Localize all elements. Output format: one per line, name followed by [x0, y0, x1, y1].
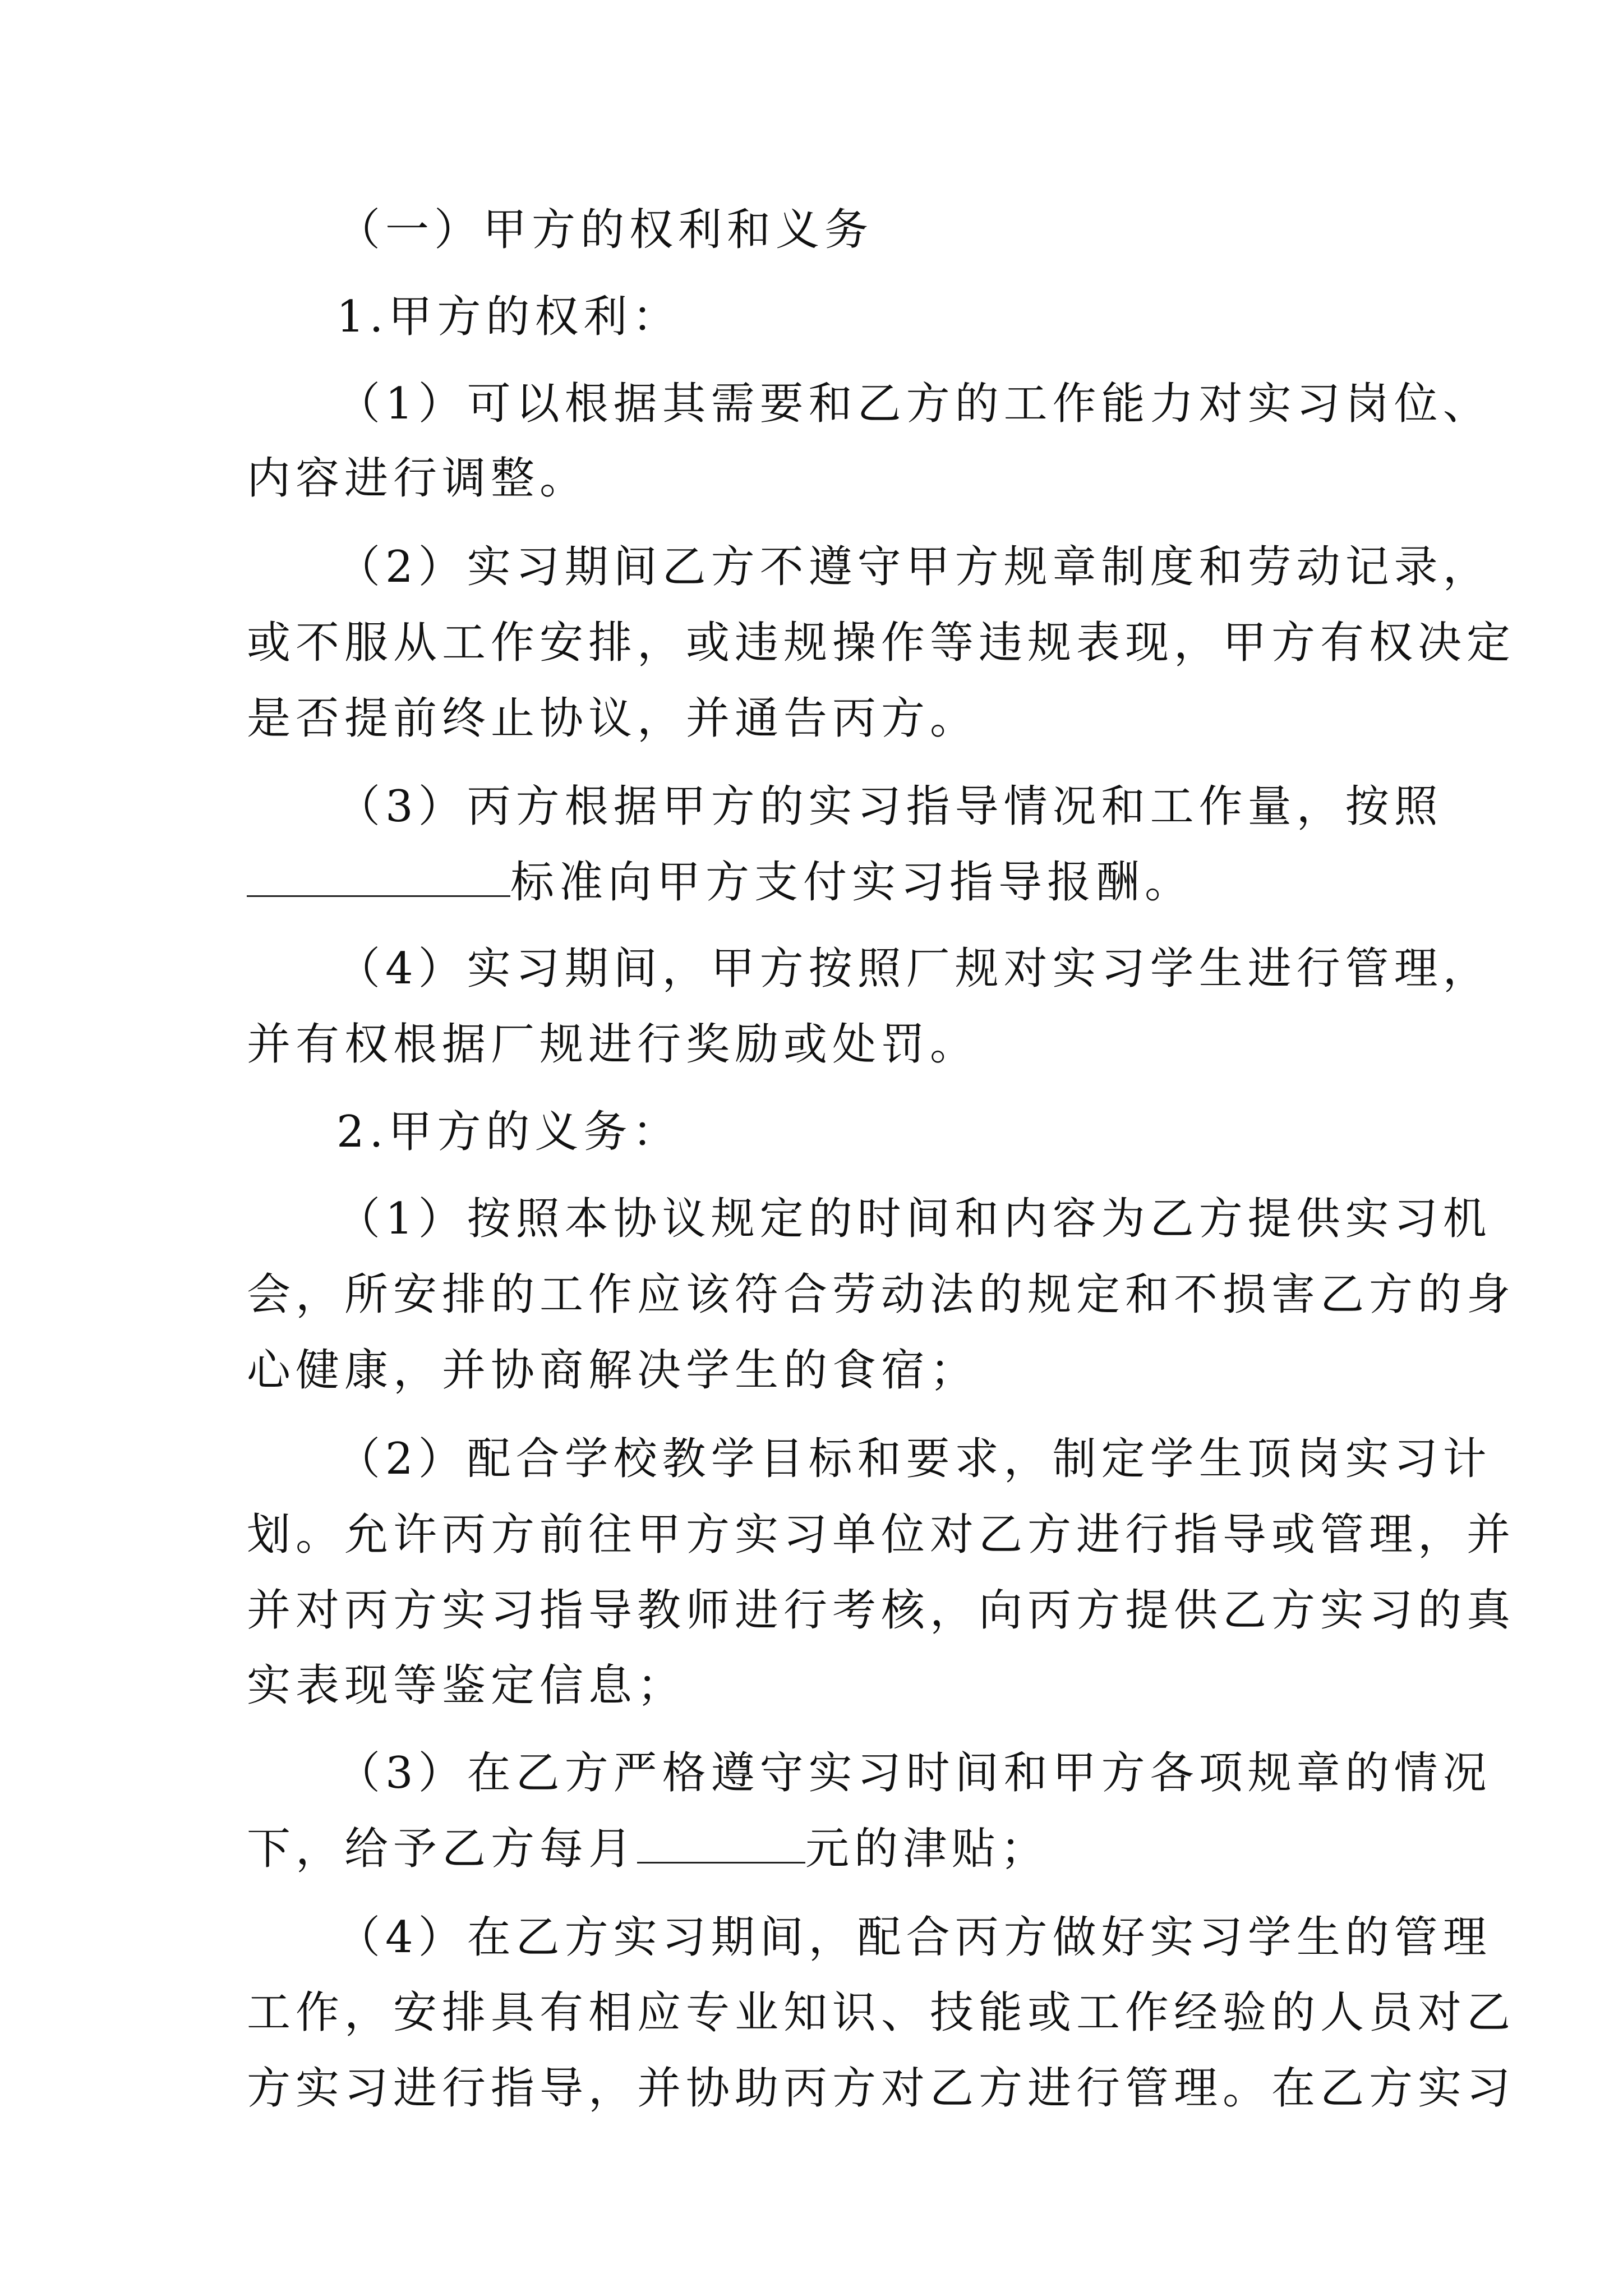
- rights-item-1-line-2: 内容进行调整。: [247, 453, 589, 504]
- duties-title: 2.甲方的义务：: [336, 1107, 681, 1157]
- fill-in-blank[interactable]: [247, 862, 510, 897]
- rights-title: 1.甲方的权利：: [336, 292, 681, 342]
- duties-item-1-line-2: 会，所安排的工作应该符合劳动法的规定和不损害乙方的身: [247, 1269, 1516, 1320]
- duties-item-1-line-1: （1）按照本协议规定的时间和内容为乙方提供实习机: [336, 1194, 1492, 1244]
- allowance-blank[interactable]: [637, 1828, 805, 1864]
- rights-item-2-line-3: 是否提前终止协议，并通告丙方。: [247, 693, 979, 744]
- rights-item-4-line-2: 并有权根据厂规进行奖励或处罚。: [247, 1019, 979, 1070]
- duties-item-4-line-2: 工作，安排具有相应专业知识、技能或工作经验的人员对乙: [247, 1987, 1516, 2038]
- rights-item-2-line-2: 或不服从工作安排，或违规操作等违规表现，甲方有权决定: [247, 618, 1516, 668]
- duties-item-2-line-4: 实表现等鉴定信息；: [247, 1660, 686, 1711]
- duties-item-2-line-3: 并对丙方实习指导教师进行考核，向丙方提供乙方实习的真: [247, 1585, 1516, 1636]
- section-heading: （一）甲方的权利和义务: [336, 205, 874, 255]
- duties-item-2-line-2: 划。允许丙方前往甲方实习单位对乙方进行指导或管理，并: [247, 1510, 1516, 1560]
- duties-item-3-line-1: （3）在乙方严格遵守实习时间和甲方各项规章的情况: [336, 1748, 1492, 1798]
- duties-item-4-line-1: （4）在乙方实习期间，配合丙方做好实习学生的管理: [336, 1912, 1492, 1963]
- rights-item-3-line-2: [247, 846, 1391, 919]
- duties-item-3-line-2: [247, 1812, 1391, 1885]
- duties-item-4-line-3: 方实习进行指导，并协助丙方对乙方进行管理。在乙方实习: [247, 2063, 1516, 2114]
- duties-item-3-text-before: 下，给予乙方每月: [247, 1824, 638, 1874]
- rights-item-3-text: 标准向甲方支付实习指导报酬。: [510, 857, 1194, 908]
- rights-item-2-line-1: （2）实习期间乙方不遵守甲方规章制度和劳动记录，: [336, 542, 1492, 592]
- rights-item-4-line-1: （4）实习期间，甲方按照厂规对实习学生进行管理，: [336, 944, 1492, 994]
- duties-item-2-line-1: （2）配合学校教学目标和要求，制定学生顶岗实习计: [336, 1434, 1492, 1484]
- rights-item-1-line-1: （1）可以根据其需要和乙方的工作能力对实习岗位、: [336, 379, 1492, 429]
- rights-item-3-line-1: （3）丙方根据甲方的实习指导情况和工作量，按照: [336, 781, 1443, 832]
- duties-item-3-text-after: 元的津贴；: [805, 1824, 1050, 1874]
- duties-item-1-line-3: 心健康，并协商解决学生的食宿；: [247, 1345, 979, 1396]
